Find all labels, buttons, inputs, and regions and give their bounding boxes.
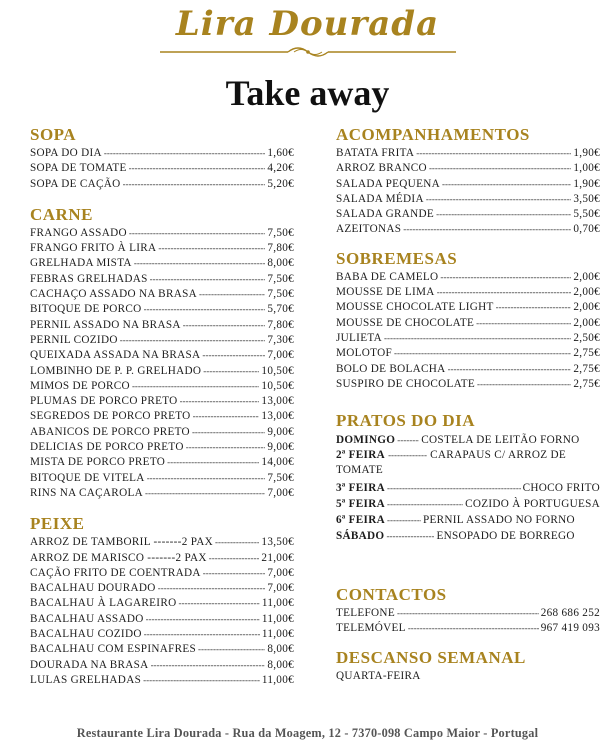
leader-dots [408, 621, 539, 636]
item-name: SALADA MÉDIA [336, 192, 424, 205]
item-price: 5,50€ [573, 208, 600, 221]
item-price: 7,50€ [267, 288, 294, 301]
item-name: BABA DE CAMELO [336, 270, 439, 283]
item-price: 8,00€ [267, 658, 294, 671]
menu-item [30, 226, 294, 241]
page-title: Take away [225, 73, 390, 113]
item-name: QUEIXADA ASSADA NA BRASA [30, 349, 201, 362]
leader-dots [426, 192, 572, 207]
leader-dots [123, 177, 266, 192]
leader-dots [429, 161, 571, 176]
item-name: JULIETA [336, 331, 382, 344]
leader-dots [186, 440, 266, 455]
item-name: PLUMAS DE PORCO PRETO [30, 395, 178, 408]
leader-dots [437, 285, 572, 300]
leader-dots [183, 318, 266, 333]
item-name: PERNIL ASSADO NA BRASA [30, 318, 181, 331]
item-price: 1,00€ [573, 162, 600, 175]
item-price: 21,00€ [261, 551, 294, 564]
menu-item [30, 551, 294, 566]
menu-item [30, 425, 294, 440]
item-name: TELEMÓVEL [336, 622, 406, 635]
leader-dots [150, 272, 266, 287]
item-name: BITOQUE DE PORCO [30, 303, 142, 316]
section-title-sobremesas: SOBREMESAS [336, 248, 458, 268]
item-name: ARROZ BRANCO [336, 162, 427, 175]
section-title-pratos-do-dia: PRATOS DO DIA [336, 411, 476, 431]
item-price: 9,00€ [267, 425, 294, 438]
menu-item [30, 455, 294, 470]
item-price: 11,00€ [261, 612, 294, 625]
daily-dish [336, 528, 600, 544]
menu-item [30, 566, 294, 581]
leader-dots [147, 471, 266, 486]
menu-item [336, 346, 600, 361]
item-price: 0,70€ [573, 223, 600, 236]
item-price: 1,90€ [573, 177, 600, 190]
item-name: SEGREDOS DE PORCO PRETO [30, 410, 191, 423]
menu-item [30, 348, 294, 363]
item-price: 967 419 093 [540, 622, 600, 635]
daily-dish [336, 512, 600, 528]
leader-dots [158, 581, 266, 596]
leader-dots [440, 270, 571, 285]
section-title-descanso-semanal: DESCANSO SEMANAL [336, 647, 526, 667]
menu-item [30, 177, 294, 192]
leader-dots [436, 207, 571, 222]
item-price: 13,00€ [261, 395, 294, 408]
item-name: GRELHADA MISTA [30, 257, 132, 270]
section-title-contactos: CONTACTOS [336, 585, 447, 605]
item-name: SOPA DE CAÇÃO [30, 177, 121, 190]
item-name: FRANGO ASSADO [30, 226, 127, 239]
item-price: 7,50€ [267, 272, 294, 285]
leader-dots [144, 302, 266, 317]
leader-dots [203, 364, 259, 379]
right-column [336, 124, 600, 684]
ornament-divider [160, 44, 456, 60]
item-price: 7,50€ [267, 226, 294, 239]
menu-item [30, 627, 294, 642]
menu-item [336, 146, 600, 161]
menu-item [30, 161, 294, 176]
item-price: 2,00€ [573, 286, 600, 299]
item-name: ABANICOS DE PORCO PRETO [30, 425, 190, 438]
menu-item [30, 379, 294, 394]
dish-name: PERNIL ASSADO NO FORNO [422, 514, 575, 527]
leader-dots [477, 377, 571, 392]
menu-item [336, 222, 600, 237]
menu-list [30, 146, 294, 192]
item-name: TELEFONE [336, 607, 395, 620]
item-price: 13,50€ [261, 536, 294, 549]
item-name: DELICIAS DE PORCO PRETO [30, 441, 184, 454]
leader-dots [193, 409, 260, 424]
menu-item [30, 318, 294, 333]
dish-day: DOMINGO [336, 434, 396, 447]
item-price: 2,00€ [573, 316, 600, 329]
leader-dots [178, 596, 259, 611]
menu-item [30, 440, 294, 455]
item-price: 5,20€ [267, 177, 294, 190]
section-title-acompanhamentos: ACOMPANHAMENTOS [336, 125, 530, 144]
menu-item [30, 364, 294, 379]
leader-dots [132, 379, 259, 394]
dish-name: ENSOPADO DE BORREGO [436, 530, 575, 543]
leader-dots [145, 486, 265, 501]
menu-item [336, 377, 600, 392]
section-title-carne: CARNE [30, 204, 93, 224]
item-price: 7,50€ [267, 471, 294, 484]
menu-item [336, 316, 600, 331]
menu-item [30, 596, 294, 611]
menu-item [30, 581, 294, 596]
menu-item [336, 621, 600, 636]
item-price: 7,00€ [267, 566, 294, 579]
leader-dots [198, 642, 265, 657]
leader-dots [120, 333, 266, 348]
dish-name: CHOCO FRITO [522, 482, 600, 495]
item-price: 2,00€ [573, 301, 600, 314]
leader-dots [192, 425, 265, 440]
leader-dots [104, 146, 265, 161]
item-price: 9,00€ [267, 441, 294, 454]
menu-item [336, 270, 600, 285]
leader-dots [397, 606, 539, 621]
daily-dish [336, 432, 600, 448]
leader-dots [384, 331, 571, 346]
item-name: BACALHAU DOURADO [30, 582, 156, 595]
menu-item [30, 241, 294, 256]
item-name: SOPA DO DIA [30, 147, 102, 159]
item-name: MISTA DE PORCO PRETO [30, 456, 166, 469]
menu-item [336, 207, 600, 222]
item-name: ARROZ DE MARISCO -------2 PAX [30, 551, 207, 564]
rest-day-text: QUARTA-FEIRA [336, 669, 421, 682]
leader-dots [416, 146, 571, 161]
item-price: 7,00€ [267, 582, 294, 595]
item-name: MOLOTOF [336, 347, 392, 360]
item-name: BACALHAU À LAGAREIRO [30, 597, 177, 610]
dish-name: COSTELA DE LEITÃO FORNO [421, 434, 580, 447]
item-price: 7,80€ [267, 318, 294, 331]
leader-dots [167, 455, 259, 470]
item-price: 1,60€ [267, 147, 294, 159]
menu-list [336, 146, 600, 238]
item-name: CACHAÇO ASSADO NA BRASA [30, 288, 197, 301]
item-name: FRANGO FRITO À LIRA [30, 242, 157, 255]
item-name: SUSPIRO DE CHOCOLATE [336, 377, 476, 390]
rest-day [336, 669, 600, 684]
leader-dots [129, 226, 265, 241]
leader-dots [442, 177, 571, 192]
item-name: BATATA FRITA [336, 147, 415, 159]
leader-dots [151, 658, 266, 673]
leader-dots [199, 287, 265, 302]
item-price: 4,20€ [267, 162, 294, 175]
item-name: FEBRAS GRELHADAS [30, 272, 148, 285]
item-price: 5,70€ [267, 303, 294, 316]
item-price: 14,00€ [261, 456, 294, 469]
item-name: RINS NA CAÇAROLA [30, 486, 143, 499]
item-name: AZEITONAS [336, 223, 402, 236]
dish-day: 5ª FEIRA [336, 498, 385, 511]
item-name: PERNIL COZIDO [30, 333, 118, 346]
item-name: SALADA PEQUENA [336, 177, 440, 190]
menu-item [30, 302, 294, 317]
menu-item [336, 606, 600, 621]
dish-name: CARAPAUS C/ ARROZ DE TOMATE [336, 449, 566, 477]
leader-dots [403, 222, 571, 237]
menu-item [30, 272, 294, 287]
item-name: CAÇÃO FRITO DE COENTRADA [30, 566, 201, 579]
item-price: 13,00€ [261, 410, 294, 423]
item-name: MOUSSE DE LIMA [336, 286, 435, 299]
menu-item [30, 486, 294, 501]
menu-item [30, 535, 294, 550]
menu-item [30, 612, 294, 627]
section-title-peixe: PEIXE [30, 514, 85, 534]
item-price: 7,00€ [267, 349, 294, 362]
menu-list [30, 535, 294, 688]
leader-dots [476, 316, 571, 331]
leader-dots [209, 551, 260, 566]
dish-name: COZIDO À PORTUGUESA [465, 498, 600, 511]
menu-item [30, 333, 294, 348]
leader-dots [144, 627, 260, 642]
item-price: 8,00€ [267, 643, 294, 656]
item-name: BOLO DE BOLACHA [336, 362, 446, 375]
menu-item [30, 287, 294, 302]
item-name: BACALHAU ASSADO [30, 612, 144, 625]
dish-day: 3ª FEIRA [336, 482, 385, 495]
item-name: DOURADA NA BRASA [30, 658, 149, 671]
item-name: BACALHAU COM ESPINAFRES [30, 643, 197, 656]
daily-dishes-list [336, 432, 600, 544]
item-name: SALADA GRANDE [336, 208, 435, 221]
item-price: 10,50€ [261, 364, 294, 377]
daily-dish [336, 480, 600, 496]
leader-dots [143, 673, 260, 688]
leader-dots [394, 346, 571, 361]
dish-day: SÁBADO [336, 530, 385, 543]
item-name: LULAS GRELHADAS [30, 673, 142, 686]
dish-day: 6ª FEIRA [336, 514, 385, 527]
item-name: BITOQUE DE VITELA [30, 471, 145, 484]
menu-item [336, 331, 600, 346]
item-price: 2,75€ [573, 362, 600, 375]
menu-item [30, 673, 294, 688]
leader-dots [496, 300, 572, 315]
menu-item [336, 285, 600, 300]
leader-dots [203, 566, 266, 581]
item-name: MOUSSE DE CHOCOLATE [336, 316, 475, 329]
menu-item [30, 409, 294, 424]
item-name: SOPA DE TOMATE [30, 162, 127, 175]
menu-item [30, 256, 294, 271]
item-price: 3,50€ [573, 192, 600, 205]
daily-dish: 2ª FEIRA ------------- CARAPAUS C/ ARROZ DE TOMATE [336, 449, 566, 477]
left-column [30, 124, 294, 688]
section-title-sopa: SOPA [30, 125, 77, 144]
menu-item [336, 362, 600, 377]
leader-dots [448, 362, 572, 377]
item-price: 8,00€ [267, 257, 294, 270]
menu-item [30, 658, 294, 673]
menu-item [30, 642, 294, 657]
leader-dots [158, 241, 265, 256]
brand-logo: Lira Dourada [175, 4, 440, 44]
leader-dots [202, 348, 265, 363]
leader-dots [215, 535, 259, 550]
menu-item [336, 300, 600, 315]
leader-dots [146, 612, 260, 627]
menu-item [30, 394, 294, 409]
menu-item [30, 146, 294, 161]
item-name: LOMBINHO DE P. P. GRELHADO [30, 364, 202, 377]
menu-item [30, 471, 294, 486]
menu-list [30, 226, 294, 501]
menu-item [336, 177, 600, 192]
leader-dots [180, 394, 260, 409]
item-price: 2,75€ [573, 347, 600, 360]
item-price: 11,00€ [261, 628, 294, 641]
item-name: ARROZ DE TAMBORIL -------2 PAX [30, 536, 213, 549]
menu-list [336, 270, 600, 392]
item-price: 1,90€ [573, 147, 600, 159]
leader-dots [129, 161, 266, 176]
item-price: 268 686 252 [540, 607, 600, 620]
item-price: 11,00€ [261, 673, 294, 686]
contacts-list [336, 606, 600, 637]
item-name: MIMOS DE PORCO [30, 379, 130, 392]
item-name: BACALHAU COZIDO [30, 628, 142, 641]
item-price: 7,30€ [267, 333, 294, 346]
dish-day: 2ª FEIRA [336, 449, 385, 462]
footer-address: Restaurante Lira Dourada - Rua da Moagem, 12 - 7370-098 Campo Maior - Portugal [76, 726, 539, 740]
daily-dish [336, 496, 600, 512]
item-price: 2,50€ [573, 331, 600, 344]
item-price: 7,00€ [267, 486, 294, 499]
item-price: 2,00€ [573, 270, 600, 283]
menu-item [336, 192, 600, 207]
item-price: 2,75€ [573, 377, 600, 390]
leader-dots [134, 256, 266, 271]
item-price: 10,50€ [261, 379, 294, 392]
item-price: 7,80€ [267, 242, 294, 255]
item-price: 11,00€ [261, 597, 294, 610]
item-name: MOUSSE CHOCOLATE LIGHT [336, 301, 494, 314]
menu-item [336, 161, 600, 176]
